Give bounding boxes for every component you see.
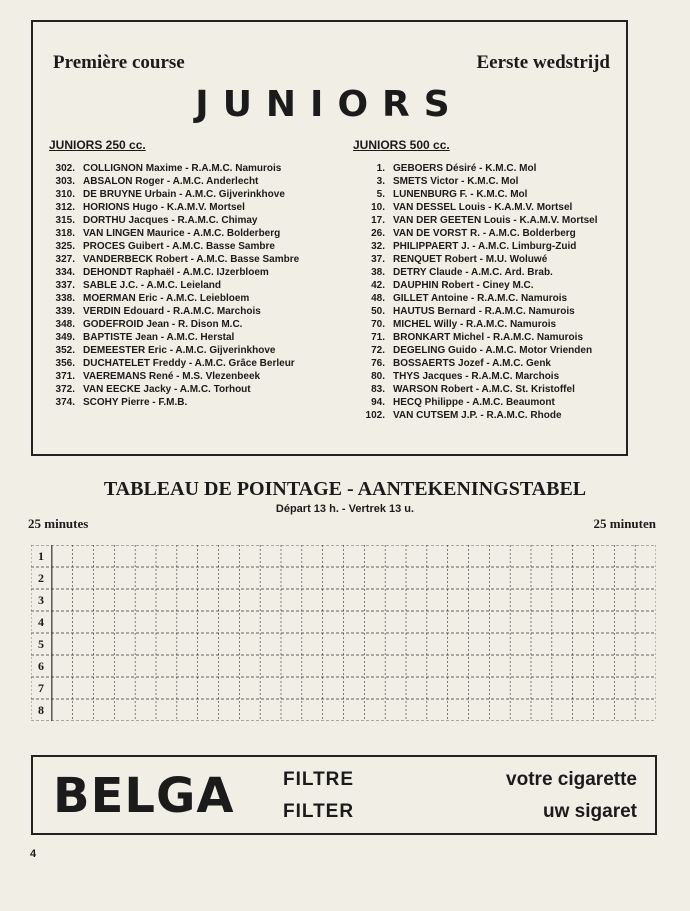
entry-text: RENQUET Robert - M.U. Woluwé [393, 254, 548, 265]
entry-row [49, 201, 339, 214]
entry-text: BAPTISTE Jean - A.M.C. Herstal [83, 332, 235, 343]
entry-number: 349. [55, 332, 75, 343]
entry-row [353, 162, 623, 175]
entry-row [353, 292, 623, 305]
grid-row-label: 8 [38, 703, 44, 717]
entry-text: MICHEL Willy - R.A.M.C. Namurois [393, 319, 557, 330]
juniors-250-column [49, 138, 339, 409]
entry-number: 374. [55, 397, 75, 408]
entry-text: BRONKART Michel - R.A.M.C. Namurois [393, 332, 584, 343]
grid-row-label: 7 [38, 681, 44, 695]
ad-tagline-nl: uw sigaret [543, 801, 637, 822]
entry-row [49, 357, 339, 370]
column-title-250: JUNIORS 250 cc. [49, 138, 146, 152]
scoring-grid [31, 545, 656, 721]
entry-text: DEHONDT Raphaël - A.M.C. IJzerbloem [83, 267, 269, 278]
entry-list-frame [31, 20, 628, 456]
entry-text: GEBOERS Désiré - K.M.C. Mol [393, 163, 537, 174]
belga-advertisement [31, 755, 657, 835]
entry-text: HECQ Philippe - A.M.C. Beaumont [393, 397, 555, 408]
entry-row [49, 331, 339, 344]
column-title-500: JUNIORS 500 cc. [353, 138, 450, 152]
main-title: JUNIORS [195, 84, 464, 125]
entry-row [49, 344, 339, 357]
entry-text: DEMEESTER Eric - A.M.C. Gijverinkhove [83, 345, 276, 356]
entry-number: 83. [371, 384, 385, 395]
entry-number: 26. [371, 228, 385, 239]
tableau-title: TABLEAU DE POINTAGE - AANTEKENINGSTABEL [103, 478, 587, 500]
ad-brand-logo: BELGA [53, 768, 235, 824]
entry-row [353, 331, 623, 344]
entry-text: VAN CUTSEM J.P. - R.A.M.C. Rhode [393, 410, 562, 421]
entry-number: 371. [55, 371, 75, 382]
entry-text: HAUTUS Bernard - R.A.M.C. Namurois [393, 306, 575, 317]
entry-row [353, 175, 623, 188]
entry-number: 102. [365, 410, 385, 421]
entry-text: GILLET Antoine - R.A.M.C. Namurois [393, 293, 568, 304]
grid-row-label: 4 [38, 615, 44, 629]
header-left-title: Première course [53, 52, 185, 73]
entry-row [353, 357, 623, 370]
entry-number: 315. [55, 215, 75, 226]
entry-text: DE BRUYNE Urbain - A.M.C. Gijverinkhove [83, 189, 285, 200]
entry-number: 50. [371, 306, 385, 317]
entry-number: 17. [371, 215, 385, 226]
grid-row-label: 2 [38, 571, 44, 585]
entry-text: DEGELING Guido - A.M.C. Motor Vrienden [393, 345, 593, 356]
page-number: 4 [30, 848, 37, 860]
scoring-grid-lines [31, 545, 656, 721]
entry-text: BOSSAERTS Jozef - A.M.C. Genk [393, 358, 551, 369]
entry-number: 327. [55, 254, 75, 265]
entry-text: HORIONS Hugo - K.A.M.V. Mortsel [83, 202, 245, 213]
entry-text: THYS Jacques - R.A.M.C. Marchois [393, 371, 560, 382]
entry-text: ABSALON Roger - A.M.C. Anderlecht [83, 176, 259, 187]
entry-row [353, 240, 623, 253]
entry-row [49, 240, 339, 253]
entry-text: MOERMAN Eric - A.M.C. Leiebloem [83, 293, 250, 304]
entry-row [49, 175, 339, 188]
entry-row [49, 188, 339, 201]
entry-number: 372. [55, 384, 75, 395]
entry-number: 1. [376, 163, 385, 174]
grid-row-label: 1 [38, 549, 44, 563]
entry-number: 352. [55, 345, 75, 356]
grid-row-label: 5 [38, 637, 44, 651]
entry-number: 302. [55, 163, 75, 174]
entry-row [353, 383, 623, 396]
entry-row [49, 292, 339, 305]
entry-text: WARSON Robert - A.M.C. St. Kristoffel [393, 384, 575, 395]
entry-number: 337. [55, 280, 75, 291]
entry-number: 71. [371, 332, 385, 343]
entry-text: VAN DER GEETEN Louis - K.A.M.V. Mortsel [393, 215, 598, 226]
entry-text: DETRY Claude - A.M.C. Ard. Brab. [393, 267, 553, 278]
entry-text: SMETS Victor - K.M.C. Mol [393, 176, 519, 187]
ad-filter-fr: FILTRE [283, 769, 355, 790]
entry-text: VAEREMANS René - M.S. Vlezenbeek [83, 371, 261, 382]
entry-text: VAN DE VORST R. - A.M.C. Bolderberg [393, 228, 576, 239]
entry-row [353, 188, 623, 201]
entry-number: 70. [371, 319, 385, 330]
entry-number: 72. [371, 345, 385, 356]
entry-number: 356. [55, 358, 75, 369]
entry-number: 10. [371, 202, 385, 213]
entry-number: 310. [55, 189, 75, 200]
entry-row [49, 279, 339, 292]
entry-text: VAN EECKE Jacky - A.M.C. Torhout [83, 384, 251, 395]
entry-text: GODEFROID Jean - R. Dison M.C. [83, 319, 243, 330]
entry-row [353, 318, 623, 331]
entry-number: 312. [55, 202, 75, 213]
entry-number: 5. [376, 189, 385, 200]
entry-number: 38. [371, 267, 385, 278]
entry-row [49, 370, 339, 383]
tableau-subtitle: Départ 13 h. - Vertrek 13 u. [275, 503, 415, 515]
entry-list-250 [49, 162, 339, 409]
entry-number: 80. [371, 371, 385, 382]
entry-text: PROCES Guibert - A.M.C. Basse Sambre [83, 241, 275, 252]
entry-row [353, 201, 623, 214]
entry-number: 334. [55, 267, 75, 278]
entry-row [49, 162, 339, 175]
entry-number: 37. [371, 254, 385, 265]
entry-number: 339. [55, 306, 75, 317]
entry-number: 303. [55, 176, 75, 187]
right-duration-label: 25 minuten [593, 516, 656, 531]
entry-row [49, 214, 339, 227]
entry-text: SCOHY Pierre - F.M.B. [83, 397, 188, 408]
entry-text: LUNENBURG F. - K.M.C. Mol [393, 189, 528, 200]
entry-text: DAUPHIN Robert - Ciney M.C. [393, 280, 534, 291]
entry-number: 318. [55, 228, 75, 239]
entry-text: COLLIGNON Maxime - R.A.M.C. Namurois [83, 163, 282, 174]
left-duration-label: 25 minutes [28, 516, 89, 531]
entry-row [353, 214, 623, 227]
entry-text: VAN DESSEL Louis - K.A.M.V. Mortsel [393, 202, 573, 213]
entry-row [49, 318, 339, 331]
entry-row [49, 383, 339, 396]
entry-row [353, 370, 623, 383]
entry-number: 32. [371, 241, 385, 252]
entry-number: 348. [55, 319, 75, 330]
entry-text: SABLE J.C. - A.M.C. Leieland [83, 280, 221, 291]
entry-number: 94. [371, 397, 385, 408]
header-right-title: Eerste wedstrijd [476, 52, 610, 73]
entry-text: PHILIPPAERT J. - A.M.C. Limburg-Zuid [393, 241, 577, 252]
entry-row [49, 227, 339, 240]
grid-row-label: 6 [38, 659, 44, 673]
entry-row [49, 253, 339, 266]
ad-filter-nl: FILTER [283, 801, 355, 822]
entry-text: VANDERBECK Robert - A.M.C. Basse Sambre [83, 254, 300, 265]
entry-row [353, 253, 623, 266]
entry-row [353, 279, 623, 292]
entry-list-500 [353, 162, 623, 422]
entry-row [353, 305, 623, 318]
juniors-500-column [353, 138, 623, 422]
entry-text: VERDIN Edouard - R.A.M.C. Marchois [83, 306, 261, 317]
entry-row [353, 344, 623, 357]
entry-text: DUCHATELET Freddy - A.M.C. Grâce Berleur [83, 358, 295, 369]
entry-row [353, 409, 623, 422]
entry-number: 3. [376, 176, 385, 187]
entry-row [353, 227, 623, 240]
entry-number: 338. [55, 293, 75, 304]
ad-tagline-fr: votre cigarette [506, 769, 637, 790]
entry-number: 48. [371, 293, 385, 304]
entry-number: 76. [371, 358, 385, 369]
entry-text: DORTHU Jacques - R.A.M.C. Chimay [83, 215, 258, 226]
entry-text: VAN LINGEN Maurice - A.M.C. Bolderberg [83, 228, 281, 239]
entry-number: 42. [371, 280, 385, 291]
entry-row [49, 305, 339, 318]
grid-row-label: 3 [38, 593, 44, 607]
entry-row [353, 396, 623, 409]
entry-row [353, 266, 623, 279]
entry-row [49, 396, 339, 409]
entry-row [49, 266, 339, 279]
entry-number: 325. [55, 241, 75, 252]
